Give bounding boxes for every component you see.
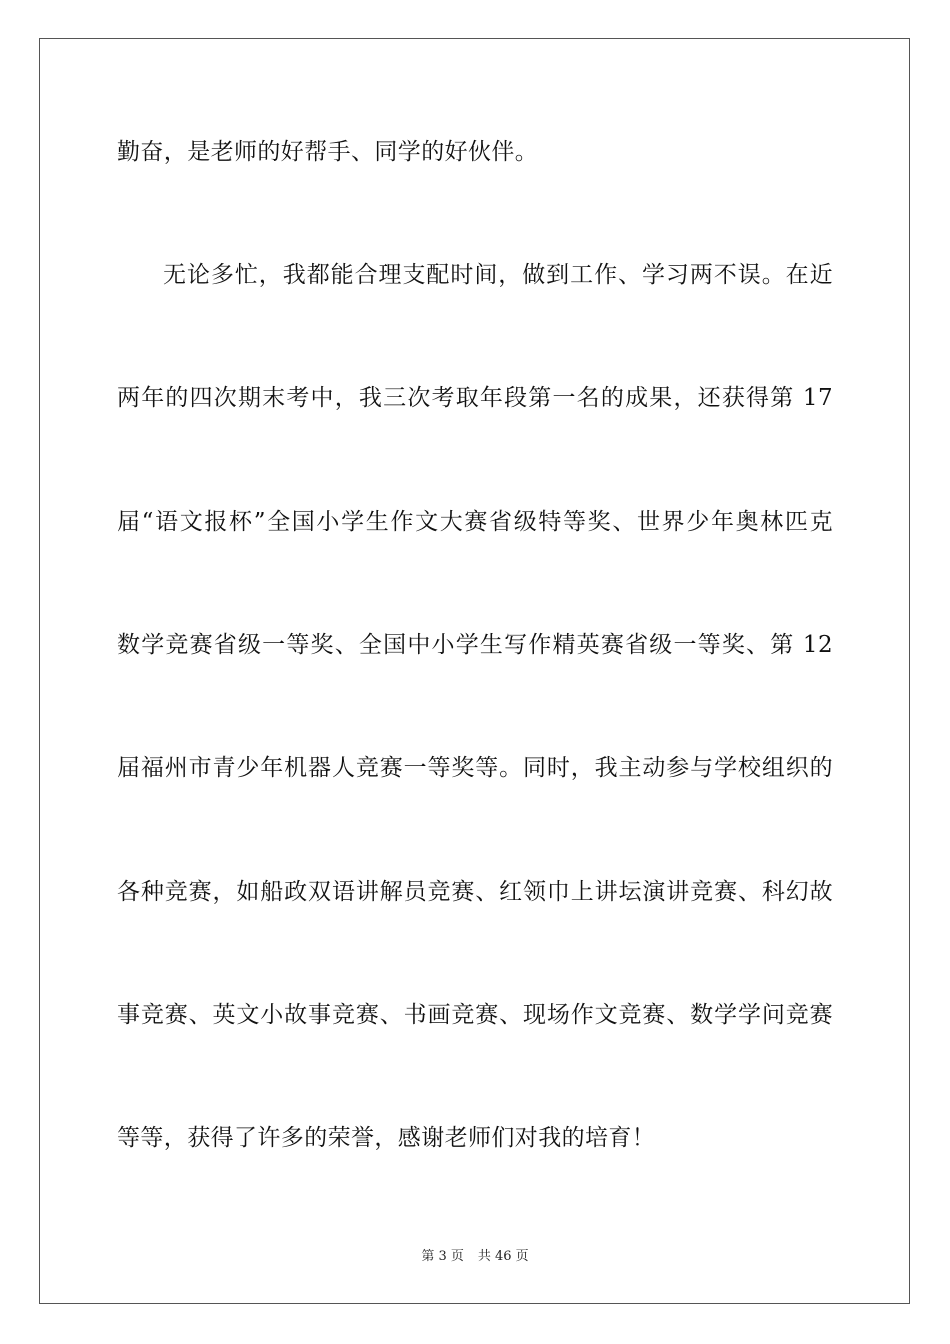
body-line-6: 届福州市青少年机器人竞赛一等奖等。同时，我主动参与学校组织的	[117, 755, 833, 781]
page-border	[39, 38, 910, 1304]
body-line-5: 数学竞赛省级一等奖、全国中小学生写作精英赛省级一等奖、第 12	[117, 632, 833, 658]
page-number: 第 3 页	[421, 1249, 464, 1264]
body-line-9: 等等，获得了许多的荣誉，感谢老师们对我的培育！	[117, 1125, 656, 1151]
body-line-3: 两年的四次期末考中，我三次考取年段第一名的成果，还获得第 17	[117, 385, 833, 411]
body-line-4: 届“语文报杯”全国小学生作文大赛省级特等奖、世界少年奥林匹克	[117, 509, 833, 535]
total-pages: 共 46 页	[477, 1249, 529, 1264]
body-line-2: 无论多忙，我都能合理支配时间，做到工作、学习两不误。在近	[163, 262, 833, 288]
body-line-8: 事竞赛、英文小故事竞赛、书画竞赛、现场作文竞赛、数学学问竞赛	[117, 1002, 833, 1028]
body-line-1: 勤奋，是老师的好帮手、同学的好伙伴。	[117, 139, 539, 165]
body-line-7: 各种竞赛，如船政双语讲解员竞赛、红领巾上讲坛演讲竞赛、科幻故	[117, 879, 833, 905]
page-footer	[0, 1248, 950, 1266]
